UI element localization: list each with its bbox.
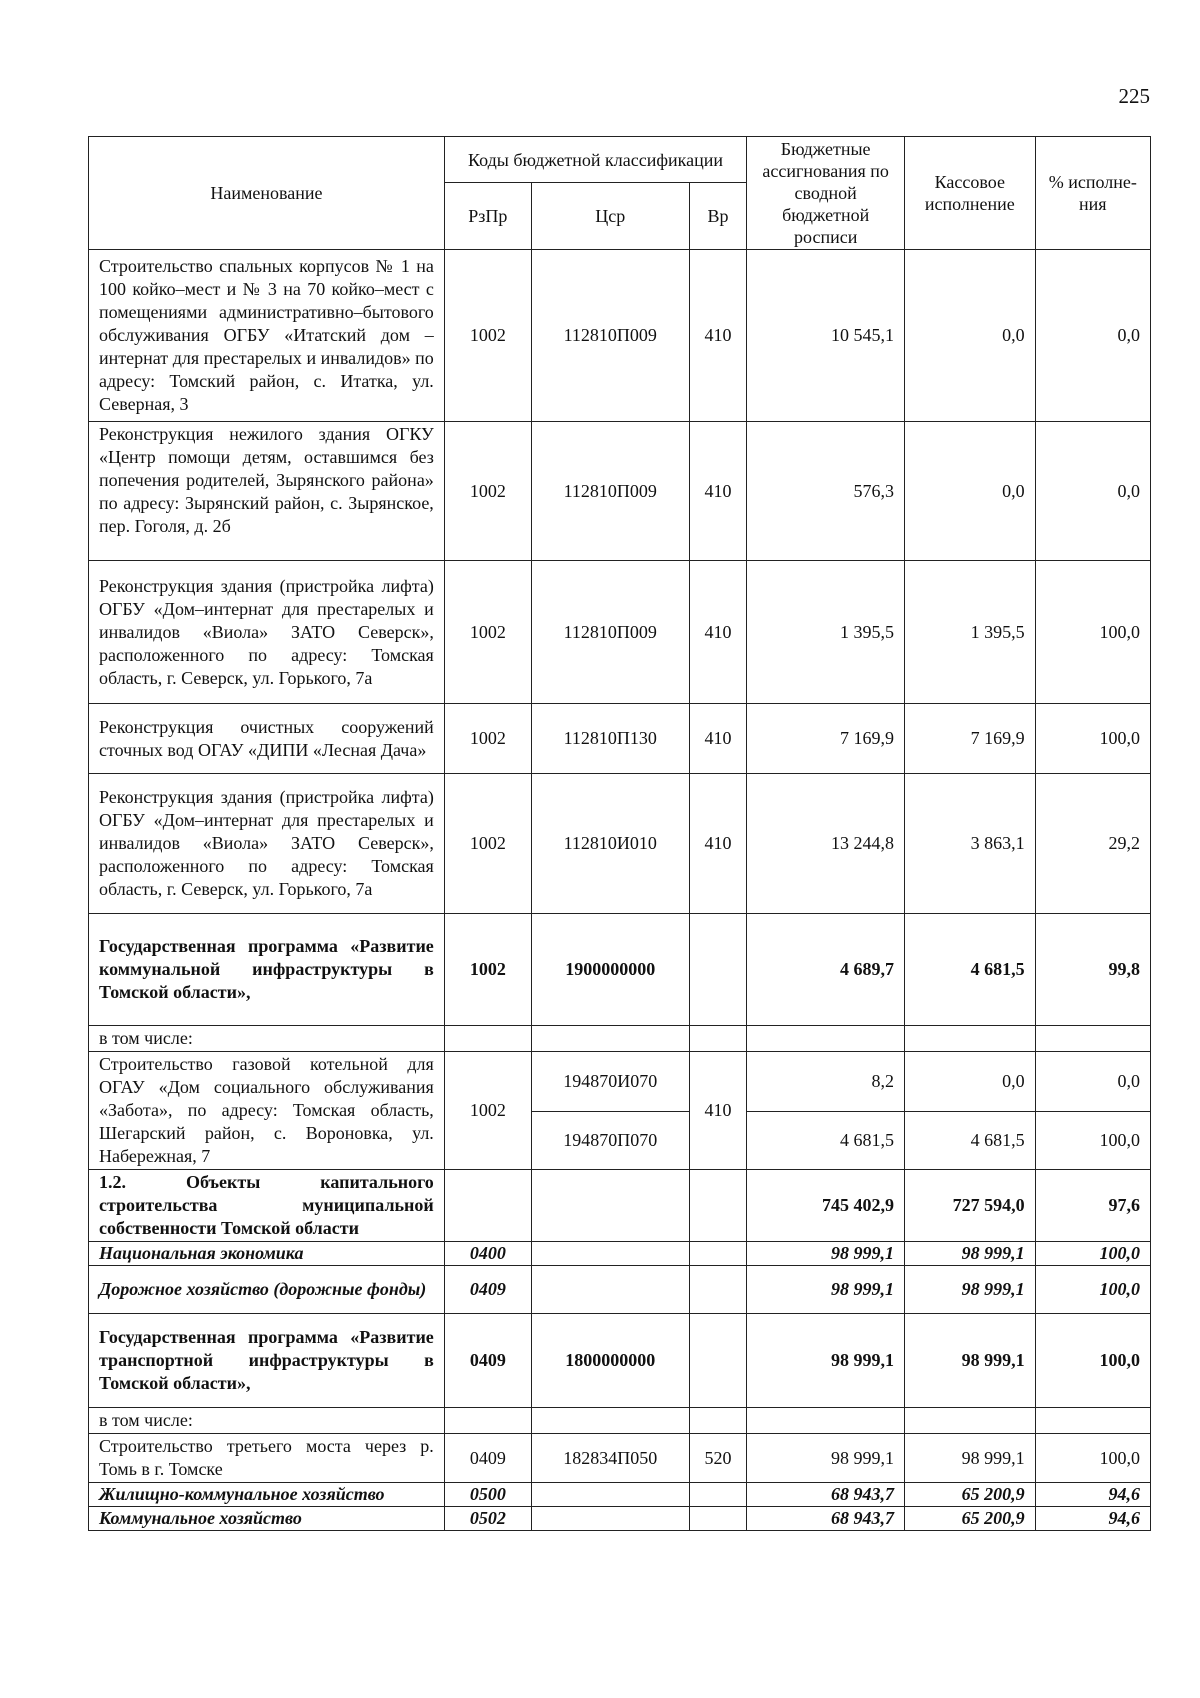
row-rzpr: 1002 bbox=[444, 774, 531, 914]
table-row bbox=[89, 250, 1151, 422]
row-name: в том числе: bbox=[89, 1408, 445, 1434]
row-percent: 0,0 bbox=[1035, 422, 1150, 561]
row-name: Жилищно-коммунальное хозяйство bbox=[89, 1483, 445, 1507]
row-csr: 112810П009 bbox=[531, 422, 689, 561]
row-cash: 98 999,1 bbox=[905, 1434, 1036, 1483]
row-rzpr: 1002 bbox=[444, 250, 531, 422]
row-csr: 1900000000 bbox=[531, 914, 689, 1026]
row-vr: 410 bbox=[689, 561, 747, 704]
row-percent: 0,0 bbox=[1035, 250, 1150, 422]
row-percent: 97,6 bbox=[1035, 1170, 1150, 1242]
table-row-subsection bbox=[89, 1242, 1151, 1266]
row-percent: 100,0 bbox=[1035, 1266, 1150, 1314]
row-csr: 112810П009 bbox=[531, 250, 689, 422]
row-vr: 410 bbox=[689, 1052, 747, 1170]
page-number: 225 bbox=[1118, 84, 1150, 108]
table-row-including bbox=[89, 1026, 1151, 1052]
row-cash: 1 395,5 bbox=[905, 561, 1036, 704]
row-appropriations: 4 689,7 bbox=[747, 914, 905, 1026]
row-name: Государственная программа «Развитие коммунальной инфраструктуры в Томской области», bbox=[89, 914, 445, 1026]
row-percent: 100,0 bbox=[1035, 1242, 1150, 1266]
row-csr: 112810П130 bbox=[531, 704, 689, 774]
row-rzpr: 1002 bbox=[444, 914, 531, 1026]
row-percent: 94,6 bbox=[1035, 1483, 1150, 1507]
table-row bbox=[89, 422, 1151, 561]
row-cash: 65 200,9 bbox=[905, 1483, 1036, 1507]
row-rzpr: 0409 bbox=[444, 1266, 531, 1314]
row-name: Строительство спальных корпусов № 1 на 100 койко–мест и № 3 на 70 койко–мест с помещениями административно–бытового обслуживания ОГБУ «Итатский дом – интернат для престарелых и инвалидов» по адресу: Томский район, с. Итатка, ул. Северная, 3 bbox=[89, 250, 445, 422]
row-rzpr: 1002 bbox=[444, 704, 531, 774]
row-rzpr: 0500 bbox=[444, 1483, 531, 1507]
row-cash: 4 681,5 bbox=[905, 914, 1036, 1026]
row-percent: 100,0 bbox=[1035, 1434, 1150, 1483]
table-row bbox=[89, 774, 1151, 914]
table-row bbox=[89, 561, 1151, 704]
row-csr: 1800000000 bbox=[531, 1314, 689, 1408]
row-appropriations: 10 545,1 bbox=[747, 250, 905, 422]
row-percent: 0,0 bbox=[1035, 1052, 1150, 1112]
row-csr: 112810П009 bbox=[531, 561, 689, 704]
row-vr bbox=[689, 914, 747, 1026]
row-name: Государственная программа «Развитие транспортной инфраструктуры в Томской области», bbox=[89, 1314, 445, 1408]
row-vr: 410 bbox=[689, 774, 747, 914]
row-cash: 0,0 bbox=[905, 1052, 1036, 1112]
table-row-section bbox=[89, 1170, 1151, 1242]
row-appropriations: 745 402,9 bbox=[747, 1170, 905, 1242]
row-csr: 182834П050 bbox=[531, 1434, 689, 1483]
row-csr: 112810И010 bbox=[531, 774, 689, 914]
row-name: в том числе: bbox=[89, 1026, 445, 1052]
row-cash: 65 200,9 bbox=[905, 1507, 1036, 1531]
row-rzpr: 1002 bbox=[444, 561, 531, 704]
row-percent: 100,0 bbox=[1035, 561, 1150, 704]
header-appropriations: Бюджетные ассигнования по сводной бюджетной росписи bbox=[747, 137, 905, 250]
row-appropriations: 98 999,1 bbox=[747, 1242, 905, 1266]
table-row-subsection bbox=[89, 1507, 1151, 1531]
row-cash: 727 594,0 bbox=[905, 1170, 1036, 1242]
row-rzpr: 0400 bbox=[444, 1242, 531, 1266]
row-appropriations: 98 999,1 bbox=[747, 1314, 905, 1408]
table-row-including bbox=[89, 1408, 1151, 1434]
row-name: Строительство газовой котельной для ОГАУ «Дом социального обслуживания «Забота», по адресу: Томская область, Шегарский район, с. Вороновка, ул. Набережная, 7 bbox=[89, 1052, 445, 1170]
row-vr: 520 bbox=[689, 1434, 747, 1483]
header-name: Наименование bbox=[89, 137, 445, 250]
row-cash: 0,0 bbox=[905, 422, 1036, 561]
row-csr: 194870И070 bbox=[531, 1052, 689, 1112]
row-csr: 194870П070 bbox=[531, 1112, 689, 1170]
header-codes-group: Коды бюджетной классификации bbox=[444, 137, 746, 183]
row-appropriations: 576,3 bbox=[747, 422, 905, 561]
row-cash: 0,0 bbox=[905, 250, 1036, 422]
header-rzpr: РзПр bbox=[444, 183, 531, 250]
row-name: Реконструкция здания (пристройка лифта) ОГБУ «Дом–интернат для престарелых и инвалидов «Виола» ЗАТО Северск», расположенного по адресу: Томская область, г. Северск, ул. Горького, 7а bbox=[89, 774, 445, 914]
row-cash: 98 999,1 bbox=[905, 1266, 1036, 1314]
row-percent: 94,6 bbox=[1035, 1507, 1150, 1531]
row-name: Коммунальное хозяйство bbox=[89, 1507, 445, 1531]
row-appropriations: 4 681,5 bbox=[747, 1112, 905, 1170]
row-vr: 410 bbox=[689, 704, 747, 774]
row-rzpr: 0409 bbox=[444, 1314, 531, 1408]
row-percent: 100,0 bbox=[1035, 704, 1150, 774]
table-row bbox=[89, 704, 1151, 774]
row-appropriations: 98 999,1 bbox=[747, 1266, 905, 1314]
header-cash-execution: Кассовое исполнение bbox=[905, 137, 1036, 250]
table-row-subsection bbox=[89, 1266, 1151, 1314]
table-row bbox=[89, 1052, 1151, 1112]
row-percent: 100,0 bbox=[1035, 1314, 1150, 1408]
table-row bbox=[89, 1434, 1151, 1483]
row-appropriations: 1 395,5 bbox=[747, 561, 905, 704]
table-row-program bbox=[89, 1314, 1151, 1408]
row-cash: 4 681,5 bbox=[905, 1112, 1036, 1170]
row-rzpr: 1002 bbox=[444, 1052, 531, 1170]
row-rzpr: 1002 bbox=[444, 422, 531, 561]
row-percent: 99,8 bbox=[1035, 914, 1150, 1026]
row-name: Реконструкция очистных сооружений сточных вод ОГАУ «ДИПИ «Лесная Дача» bbox=[89, 704, 445, 774]
row-appropriations: 98 999,1 bbox=[747, 1434, 905, 1483]
row-vr: 410 bbox=[689, 422, 747, 561]
row-name: Реконструкция нежилого здания ОГКУ «Центр помощи детям, оставшимся без попечения родителей, Зырянского района» по адресу: Зырянский район, с. Зырянское, пер. Гоголя, д. 2б bbox=[89, 422, 445, 561]
row-percent: 100,0 bbox=[1035, 1112, 1150, 1170]
header-percent: % исполне-ния bbox=[1035, 137, 1150, 250]
header-vr: Вр bbox=[689, 183, 747, 250]
row-appropriations: 68 943,7 bbox=[747, 1507, 905, 1531]
row-cash: 3 863,1 bbox=[905, 774, 1036, 914]
row-cash: 98 999,1 bbox=[905, 1242, 1036, 1266]
table-row-subsection bbox=[89, 1483, 1151, 1507]
row-name: Реконструкция здания (пристройка лифта) ОГБУ «Дом–интернат для престарелых и инвалидов «Виола» ЗАТО Северск», расположенного по адресу: Томская область, г. Северск, ул. Горького, 7а bbox=[89, 561, 445, 704]
header-csr: Цср bbox=[531, 183, 689, 250]
row-appropriations: 8,2 bbox=[747, 1052, 905, 1112]
row-appropriations: 68 943,7 bbox=[747, 1483, 905, 1507]
row-rzpr: 0409 bbox=[444, 1434, 531, 1483]
budget-table bbox=[88, 136, 1151, 1531]
table-row-program bbox=[89, 914, 1151, 1026]
row-percent: 29,2 bbox=[1035, 774, 1150, 914]
row-name: Строительство третьего моста через р. Томь в г. Томске bbox=[89, 1434, 445, 1483]
row-rzpr: 0502 bbox=[444, 1507, 531, 1531]
row-vr: 410 bbox=[689, 250, 747, 422]
row-name: Дорожное хозяйство (дорожные фонды) bbox=[89, 1266, 445, 1314]
row-name: 1.2. Объекты капитального строительства муниципальной собственности Томской области bbox=[89, 1170, 445, 1242]
row-appropriations: 13 244,8 bbox=[747, 774, 905, 914]
row-name: Национальная экономика bbox=[89, 1242, 445, 1266]
row-appropriations: 7 169,9 bbox=[747, 704, 905, 774]
row-cash: 98 999,1 bbox=[905, 1314, 1036, 1408]
row-cash: 7 169,9 bbox=[905, 704, 1036, 774]
